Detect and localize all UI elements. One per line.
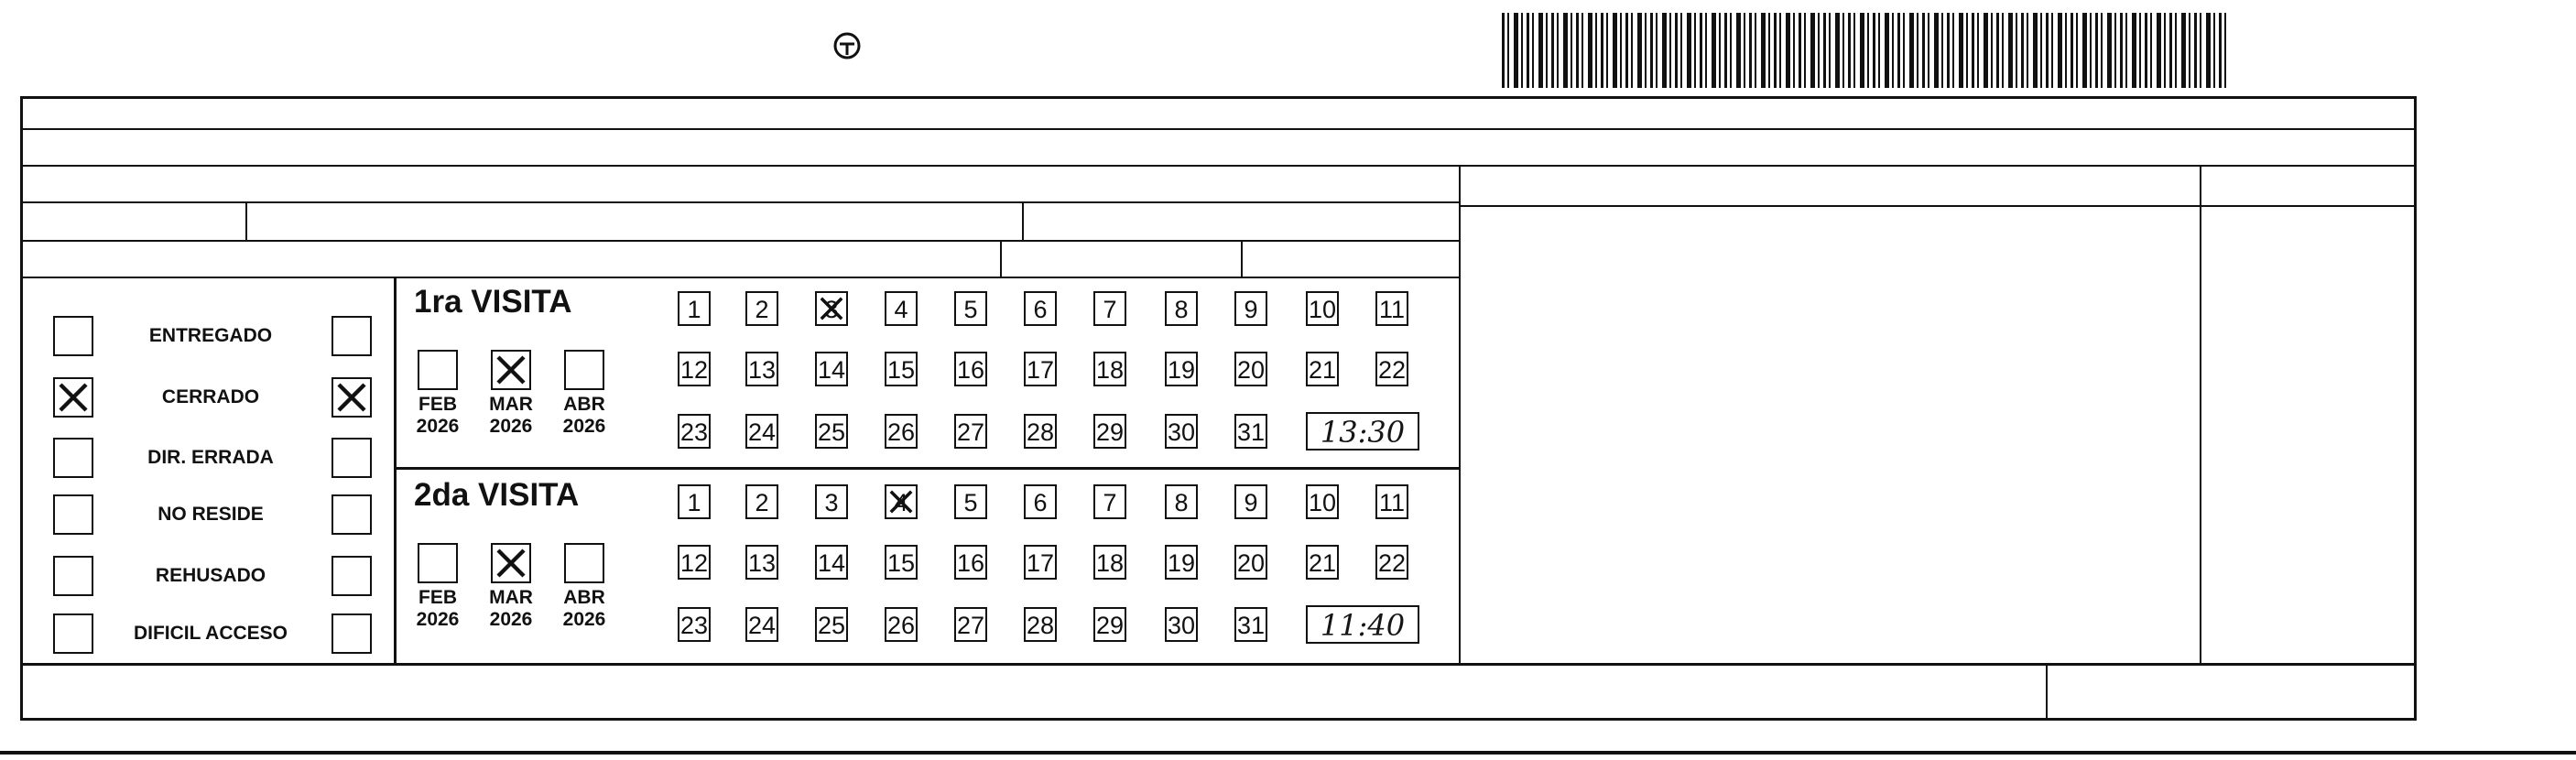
day-box-16[interactable]: 16 [954,352,987,386]
day-box-13[interactable]: 13 [745,545,778,580]
day-box-3[interactable]: 3 [815,484,848,519]
day-box-20[interactable]: 20 [1234,545,1267,580]
visit-time[interactable]: 11:40 [1306,605,1419,644]
status-label: DIFICIL ACCESO [133,623,288,644]
day-box-24[interactable]: 24 [745,607,778,642]
barcode [1502,13,2227,88]
day-box-16[interactable]: 16 [954,545,987,580]
day-box-20[interactable]: 20 [1234,352,1267,386]
v1-checkbox-2[interactable] [53,438,93,478]
month-checkbox-mar[interactable] [491,350,531,390]
day-box-22[interactable]: 22 [1375,352,1408,386]
day-box-8[interactable]: 8 [1165,484,1198,519]
v2-checkbox-5[interactable] [332,613,372,654]
admision-cell [1031,203,1038,240]
month-label: ABR [563,394,605,415]
visit-title: 1ra VISITA [414,284,572,320]
day-box-30[interactable]: 30 [1165,414,1198,449]
day-box-5[interactable]: 5 [954,484,987,519]
month-year: 2026 [489,609,533,630]
day-box-15[interactable]: 15 [885,545,918,580]
documento-cell [256,203,269,240]
visit-time[interactable]: 13:30 [1306,412,1419,451]
day-box-19[interactable]: 19 [1165,352,1198,386]
v1-checkbox-5[interactable] [53,613,93,654]
month-year: 2026 [416,416,460,437]
check-x-icon [886,486,916,517]
day-box-22[interactable]: 22 [1375,545,1408,580]
day-box-29[interactable]: 29 [1093,607,1126,642]
day-box-31[interactable]: 31 [1234,414,1267,449]
day-box-2[interactable]: 2 [745,291,778,326]
month-checkbox-mar[interactable] [491,543,531,583]
v1-checkbox-1[interactable] [53,377,93,418]
day-box-2[interactable]: 2 [745,484,778,519]
day-box-6[interactable]: 6 [1024,484,1057,519]
day-box-3[interactable]: 3 [815,291,848,326]
day-box-28[interactable]: 28 [1024,607,1057,642]
day-box-5[interactable]: 5 [954,291,987,326]
day-box-1[interactable]: 1 [678,291,711,326]
day-box-30[interactable]: 30 [1165,607,1198,642]
day-box-9[interactable]: 9 [1234,484,1267,519]
month-checkbox-feb[interactable] [418,543,458,583]
month-year: 2026 [562,609,606,630]
day-box-31[interactable]: 31 [1234,607,1267,642]
day-box-29[interactable]: 29 [1093,414,1126,449]
day-box-12[interactable]: 12 [678,352,711,386]
month-checkbox-abr[interactable] [564,350,604,390]
day-box-4[interactable]: 4 [885,291,918,326]
day-box-26[interactable]: 26 [885,414,918,449]
visit-title: 2da VISITA [414,477,580,513]
day-box-12[interactable]: 12 [678,545,711,580]
v2-checkbox-1[interactable] [332,377,372,418]
day-box-19[interactable]: 19 [1165,545,1198,580]
day-box-23[interactable]: 23 [678,414,711,449]
month-year: 2026 [489,416,533,437]
day-box-27[interactable]: 27 [954,607,987,642]
check-x-icon [333,379,370,416]
day-box-24[interactable]: 24 [745,414,778,449]
status-label: REHUSADO [155,565,266,586]
check-x-icon [493,545,529,581]
v1-checkbox-3[interactable] [53,494,93,535]
v1-checkbox-4[interactable] [53,556,93,596]
day-box-17[interactable]: 17 [1024,352,1057,386]
month-checkbox-feb[interactable] [418,350,458,390]
day-box-7[interactable]: 7 [1093,484,1126,519]
check-x-icon [817,293,846,324]
day-box-25[interactable]: 25 [815,607,848,642]
day-box-18[interactable]: 18 [1093,545,1126,580]
status-label: NO RESIDE [158,504,264,525]
day-box-4[interactable]: 4 [885,484,918,519]
status-label: CERRADO [161,386,260,407]
month-year: 2026 [416,609,460,630]
day-box-27[interactable]: 27 [954,414,987,449]
status-label: DIR. ERRADA [147,447,274,468]
certipostal-logo [810,29,884,77]
day-box-28[interactable]: 28 [1024,414,1057,449]
day-box-21[interactable]: 21 [1306,352,1339,386]
day-box-6[interactable]: 6 [1024,291,1057,326]
day-box-10[interactable]: 10 [1306,484,1339,519]
status-label: ENTREGADO [148,325,273,346]
day-box-13[interactable]: 13 [745,352,778,386]
month-year: 2026 [562,416,606,437]
day-box-18[interactable]: 18 [1093,352,1126,386]
v2-checkbox-3[interactable] [332,494,372,535]
day-box-9[interactable]: 9 [1234,291,1267,326]
v2-checkbox-2[interactable] [332,438,372,478]
month-label: MAR [489,394,533,415]
main-frame [20,96,2417,721]
day-box-23[interactable]: 23 [678,607,711,642]
day-box-17[interactable]: 17 [1024,545,1057,580]
v2-checkbox-0[interactable] [332,316,372,356]
day-box-25[interactable]: 25 [815,414,848,449]
month-label: FEB [418,587,457,608]
day-box-11[interactable]: 11 [1375,291,1408,326]
v1-checkbox-0[interactable] [53,316,93,356]
check-x-icon [55,379,92,416]
day-box-10[interactable]: 10 [1306,291,1339,326]
month-checkbox-abr[interactable] [564,543,604,583]
day-box-11[interactable]: 11 [1375,484,1408,519]
day-box-7[interactable]: 7 [1093,291,1126,326]
day-box-26[interactable]: 26 [885,607,918,642]
check-x-icon [493,352,529,388]
day-box-21[interactable]: 21 [1306,545,1339,580]
day-box-14[interactable]: 14 [815,545,848,580]
day-box-8[interactable]: 8 [1165,291,1198,326]
v2-checkbox-4[interactable] [332,556,372,596]
day-box-14[interactable]: 14 [815,352,848,386]
day-box-15[interactable]: 15 [885,352,918,386]
month-label: FEB [418,394,457,415]
month-label: ABR [563,587,605,608]
month-label: MAR [489,587,533,608]
day-box-1[interactable]: 1 [678,484,711,519]
certipostal-logo-icon [810,29,884,77]
